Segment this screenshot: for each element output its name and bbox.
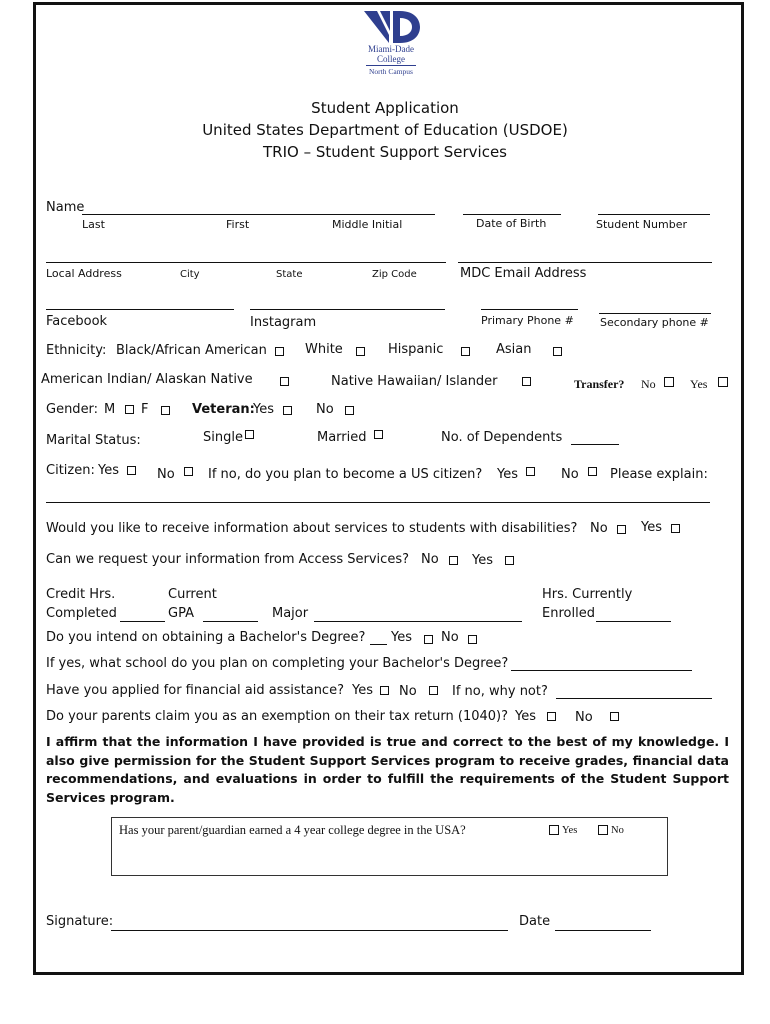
citizen-plan-question: If no, do you plan to become a US citizen? — [208, 467, 483, 482]
affirmation-text: I affirm that the information I have provided is true and correct to the best of my knowledge. I also give permission for the Student Support Services program to receive grades, financial data recommendations, and evaluations in order to fulfill the requirements of the Student Support Services program. — [46, 734, 729, 805]
credit-hours-label: Credit Hrs. — [46, 587, 116, 602]
major-label: Major — [272, 606, 309, 621]
school-line[interactable] — [511, 670, 692, 671]
parent-degree-yes-checkbox[interactable] — [549, 825, 559, 835]
parent-degree-question: Has your parent/guardian earned a 4 year college degree in the USA? — [119, 823, 466, 837]
city-label: City — [180, 269, 200, 280]
please-explain-label: Please explain: — [610, 467, 708, 482]
why-not-label: If no, why not? — [452, 684, 548, 699]
single-checkbox[interactable] — [245, 430, 254, 439]
plan-yes-label: Yes — [497, 467, 518, 482]
student-number-label: Student Number — [596, 218, 687, 231]
primary-phone-line[interactable] — [481, 309, 578, 310]
gender-m-checkbox[interactable] — [125, 405, 134, 414]
why-not-line[interactable] — [556, 698, 712, 699]
white-label: White — [305, 342, 343, 357]
parents-claim-question: Do your parents claim you as an exemption on their tax return (1040)? — [46, 709, 508, 724]
name-line[interactable] — [82, 214, 435, 215]
plan-yes-checkbox[interactable] — [526, 467, 535, 476]
last-name-label: Last — [82, 218, 105, 231]
veteran-yes-label: Yes — [253, 402, 274, 417]
veteran-yes-checkbox[interactable] — [283, 406, 292, 415]
logo-line-2: College — [377, 54, 405, 64]
gender-label: Gender: — [46, 402, 99, 417]
american-indian-checkbox[interactable] — [280, 377, 289, 386]
form-subtitle-usdoe: United States Department of Education (USDOE) — [202, 121, 568, 139]
explain-line[interactable] — [46, 502, 710, 503]
financial-no-checkbox[interactable] — [429, 686, 438, 695]
hawaiian-checkbox[interactable] — [522, 377, 531, 386]
parents-no-checkbox[interactable] — [610, 712, 619, 721]
disabilities-no-label: No — [590, 521, 608, 536]
parents-yes-checkbox[interactable] — [547, 712, 556, 721]
date-label: Date — [519, 914, 551, 929]
form-title: Student Application — [311, 99, 459, 117]
white-checkbox[interactable] — [356, 347, 365, 356]
financial-no-label: No — [399, 684, 417, 699]
facebook-line[interactable] — [46, 309, 234, 310]
black-label: Black/African American — [116, 343, 267, 358]
gpa-line[interactable] — [203, 621, 258, 622]
veteran-label: Veteran: — [192, 402, 255, 417]
access-services-question: Can we request your information from Access Services? — [46, 552, 409, 567]
citizen-yes-checkbox[interactable] — [127, 466, 136, 475]
first-name-label: First — [226, 218, 250, 231]
ethnicity-label: Ethnicity: — [46, 343, 107, 358]
black-checkbox[interactable] — [275, 347, 284, 356]
signature-line[interactable] — [111, 930, 508, 931]
married-label: Married — [317, 430, 367, 445]
plan-no-label: No — [561, 467, 579, 482]
middle-initial-label: Middle Initial — [332, 218, 403, 231]
disabilities-question: Would you like to receive information about services to students with disabilities? — [46, 521, 578, 536]
logo-line-3: North Campus — [369, 67, 413, 76]
transfer-yes-label: Yes — [690, 377, 708, 391]
mdc-logo-icon — [360, 9, 422, 45]
hawaiian-label: Native Hawaiian/ Islander — [331, 374, 498, 389]
credit-completed-label: Completed — [46, 606, 117, 621]
bachelor-yes-checkbox[interactable] — [424, 635, 433, 644]
disabilities-no-checkbox[interactable] — [617, 525, 626, 534]
secondary-phone-line[interactable] — [599, 313, 711, 314]
gender-f-label: F — [141, 402, 149, 417]
american-indian-label: American Indian/ Alaskan Native — [41, 372, 253, 387]
primary-phone-label: Primary Phone # — [481, 314, 574, 327]
dependents-line[interactable] — [571, 444, 619, 445]
transfer-label: Transfer? — [574, 377, 625, 391]
form-subtitle-trio: TRIO – Student Support Services — [263, 143, 507, 161]
parent-degree-no-label: No — [611, 825, 624, 836]
gender-f-checkbox[interactable] — [161, 406, 170, 415]
access-no-label: No — [421, 552, 439, 567]
bachelor-blank-line[interactable] — [370, 644, 387, 645]
logo-line-1: Miami-Dade — [368, 44, 414, 54]
date-line[interactable] — [555, 930, 651, 931]
email-label: MDC Email Address — [460, 266, 587, 281]
plan-no-checkbox[interactable] — [588, 467, 597, 476]
citizen-yes-label: Yes — [98, 463, 119, 478]
single-label: Single — [203, 430, 243, 445]
hours-currently-label: Hrs. Currently — [542, 587, 633, 602]
citizen-no-label: No — [157, 467, 175, 482]
gpa-label: GPA — [168, 606, 194, 621]
state-label: State — [276, 269, 303, 280]
parent-degree-yes-label: Yes — [562, 825, 578, 836]
zip-code-label: Zip Code — [372, 269, 417, 280]
hispanic-checkbox[interactable] — [461, 347, 470, 356]
parents-yes-label: Yes — [515, 709, 536, 724]
bachelor-no-label: No — [441, 630, 459, 645]
citizen-no-checkbox[interactable] — [184, 467, 193, 476]
dob-line[interactable] — [463, 214, 561, 215]
facebook-label: Facebook — [46, 314, 108, 329]
bachelor-yes-label: Yes — [391, 630, 412, 645]
married-checkbox[interactable] — [374, 430, 383, 439]
secondary-phone-label: Secondary phone # — [600, 316, 709, 329]
financial-yes-label: Yes — [352, 683, 373, 698]
enrolled-label: Enrolled — [542, 606, 595, 621]
instagram-line[interactable] — [250, 309, 445, 310]
gender-m-label: M — [104, 402, 116, 417]
instagram-label: Instagram — [250, 315, 317, 330]
address-line[interactable] — [46, 262, 446, 263]
asian-checkbox[interactable] — [553, 347, 562, 356]
financial-yes-checkbox[interactable] — [380, 686, 389, 695]
marital-status-label: Marital Status: — [46, 433, 141, 448]
citizen-label: Citizen: — [46, 463, 95, 478]
bachelor-no-checkbox[interactable] — [468, 635, 477, 644]
dob-label: Date of Birth — [476, 217, 547, 230]
student-number-line[interactable] — [598, 214, 710, 215]
signature-label: Signature: — [46, 914, 114, 929]
access-yes-label: Yes — [472, 553, 493, 568]
credit-hours-line[interactable] — [120, 621, 165, 622]
disabilities-yes-checkbox[interactable] — [671, 524, 680, 533]
veteran-no-label: No — [316, 402, 334, 417]
major-line[interactable] — [314, 621, 522, 622]
bachelor-question: Do you intend on obtaining a Bachelor's Degree? — [46, 630, 366, 645]
parent-degree-no-checkbox[interactable] — [598, 825, 608, 835]
local-address-label: Local Address — [46, 267, 122, 280]
disabilities-yes-label: Yes — [641, 520, 662, 535]
transfer-yes-checkbox[interactable] — [718, 377, 728, 387]
transfer-no-label: No — [641, 377, 656, 391]
financial-aid-question: Have you applied for financial aid assistance? — [46, 683, 344, 698]
access-yes-checkbox[interactable] — [505, 556, 514, 565]
current-label: Current — [168, 587, 217, 602]
access-no-checkbox[interactable] — [449, 556, 458, 565]
transfer-no-checkbox[interactable] — [664, 377, 674, 387]
enrolled-line[interactable] — [596, 621, 671, 622]
parents-no-label: No — [575, 710, 593, 725]
dependents-label: No. of Dependents — [441, 430, 563, 445]
logo-divider — [366, 65, 416, 66]
email-line[interactable] — [458, 262, 712, 263]
hispanic-label: Hispanic — [388, 342, 444, 357]
school-question: If yes, what school do you plan on completing your Bachelor's Degree? — [46, 656, 509, 671]
asian-label: Asian — [496, 342, 532, 357]
name-label: Name — [46, 200, 85, 215]
veteran-no-checkbox[interactable] — [345, 406, 354, 415]
